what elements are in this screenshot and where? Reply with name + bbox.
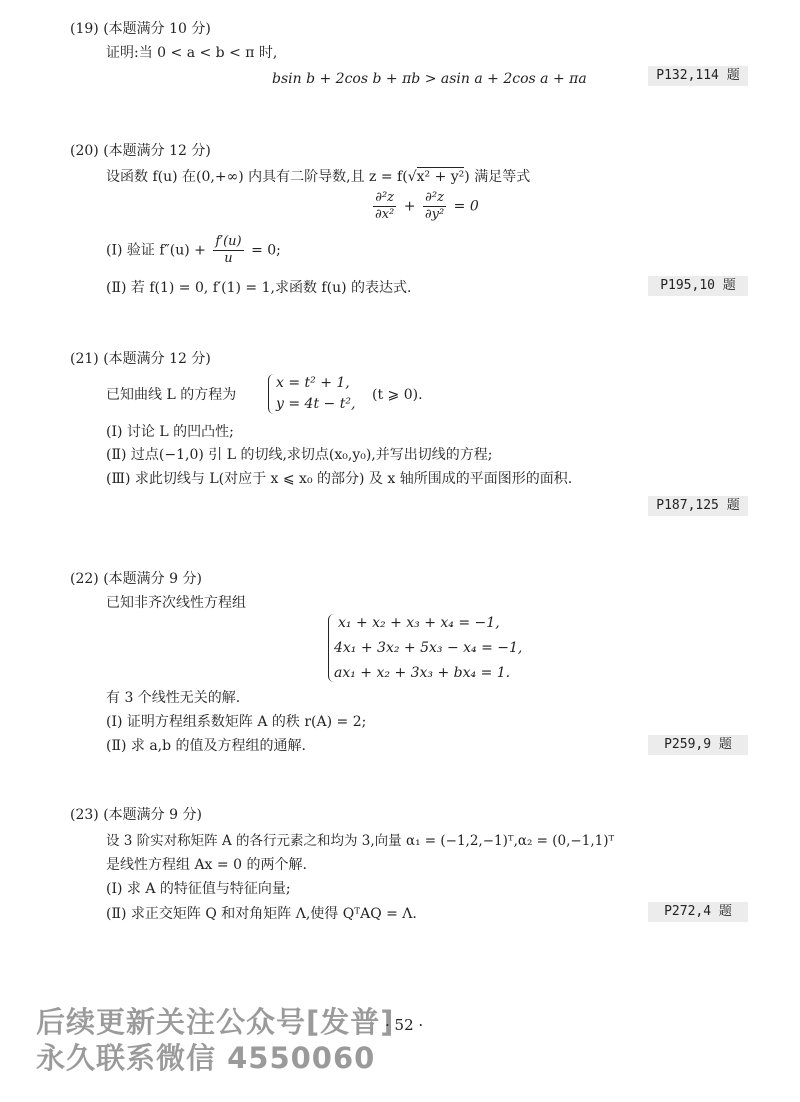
q21-ref-badge: P187,125 题 bbox=[648, 496, 748, 516]
q20-part1-suffix: = 0; bbox=[251, 242, 281, 259]
q23-intro: 设 3 阶实对称矩阵 A 的各行元素之和均为 3,向量 α₁ = (−1,2,−1)ᵀ,α₂ = (0,−1,1)ᵀ bbox=[106, 833, 615, 849]
q22-intro: 已知非齐次线性方程组 bbox=[106, 595, 246, 611]
watermark-line2: 永久联系微信 4550060 bbox=[36, 1041, 376, 1075]
q21-part2: (Ⅱ) 过点(−1,0) 引 L 的切线,求切点(x₀,y₀),并写出切线的方程; bbox=[106, 447, 493, 463]
q20-intro-before: 设函数 f(u) 在(0,+∞) 内具有二阶导数,且 z = f( bbox=[106, 169, 408, 185]
q19-formula: bsin b + 2cos b + πb > asin a + 2cos a + πa bbox=[272, 71, 587, 87]
q20-intro-after: ) 满足等式 bbox=[464, 169, 531, 185]
q22-part2: (Ⅱ) 求 a,b 的值及方程组的通解. bbox=[106, 738, 306, 754]
q20-ref-badge: P195,10 题 bbox=[648, 276, 748, 296]
q23-intro2: 是线性方程组 Ax = 0 的两个解. bbox=[106, 857, 307, 873]
q22-eq3: ax₁ + x₂ + 3x₃ + bx₄ = 1. bbox=[334, 665, 511, 681]
q22-eq1: x₁ + x₂ + x₃ + x₄ = −1, bbox=[338, 615, 500, 631]
watermark-line1: 后续更新关注公众号[发普] bbox=[36, 1005, 395, 1039]
q19-intro: 证明:当 0 < a < b < π 时, bbox=[106, 45, 278, 61]
q19-ref-badge: P132,114 题 bbox=[648, 66, 748, 86]
q21-system-brace bbox=[268, 374, 274, 414]
sqrt-icon: √ bbox=[407, 169, 417, 185]
q20-frac2-den: ∂y² bbox=[424, 207, 445, 222]
q22-note: 有 3 个线性无关的解. bbox=[106, 690, 241, 706]
q20-equation bbox=[370, 190, 479, 223]
q21-part3: (Ⅲ) 求此切线与 L(对应于 x ⩽ x₀ 的部分) 及 x 轴所围成的平面图形的面积. bbox=[106, 471, 573, 487]
q21-sys2: y = 4t − t², bbox=[276, 396, 356, 412]
q23-part1: (Ⅰ) 求 A 的特征值与特征向量; bbox=[106, 881, 291, 897]
q20-part1-frac bbox=[213, 234, 243, 267]
q20-part1-prefix: (Ⅰ) 验证 f″(u) + bbox=[106, 242, 206, 259]
q20-header: (20) (本题满分 12 分) bbox=[70, 143, 211, 159]
q23-part2: (Ⅱ) 求正交矩阵 Q 和对角矩阵 Λ,使得 QᵀAQ = Λ. bbox=[106, 906, 417, 922]
q20-frac1 bbox=[373, 190, 396, 223]
q21-condition: (t ⩾ 0). bbox=[372, 387, 423, 403]
q22-eq2: 4x₁ + 3x₂ + 5x₃ − x₄ = −1, bbox=[334, 640, 523, 656]
q19-header: (19) (本题满分 10 分) bbox=[70, 21, 211, 37]
q20-part1-num: f′(u) bbox=[215, 234, 242, 249]
q23-header: (23) (本题满分 9 分) bbox=[70, 807, 202, 823]
q20-part1-den: u bbox=[224, 251, 233, 266]
q22-ref-badge: P259,9 题 bbox=[648, 735, 748, 755]
q21-part1: (Ⅰ) 讨论 L 的凹凸性; bbox=[106, 424, 234, 440]
q23-ref-badge: P272,4 题 bbox=[648, 902, 748, 922]
q20-eq-plus: + bbox=[403, 198, 416, 215]
q22-part1: (Ⅰ) 证明方程组系数矩阵 A 的秩 r(A) = 2; bbox=[106, 714, 367, 730]
q20-intro-sqrt: x² + y² bbox=[416, 169, 465, 185]
q21-sys1: x = t² + 1, bbox=[276, 375, 350, 391]
q20-frac1-num: ∂²z bbox=[373, 190, 396, 207]
q20-frac2 bbox=[423, 190, 446, 223]
q21-header: (21) (本题满分 12 分) bbox=[70, 351, 211, 367]
q22-header: (22) (本题满分 9 分) bbox=[70, 571, 202, 587]
q20-eq-rest: = 0 bbox=[453, 198, 479, 215]
q21-intro: 已知曲线 L 的方程为 bbox=[106, 387, 237, 403]
q20-frac1-den: ∂x² bbox=[375, 207, 395, 222]
q20-frac2-num: ∂²z bbox=[423, 190, 446, 207]
q20-part1 bbox=[106, 234, 281, 267]
page-number: · 52 · bbox=[385, 1016, 424, 1034]
q20-part2: (Ⅱ) 若 f(1) = 0, f′(1) = 1,求函数 f(u) 的表达式. bbox=[106, 280, 412, 296]
q20-intro bbox=[106, 168, 530, 186]
